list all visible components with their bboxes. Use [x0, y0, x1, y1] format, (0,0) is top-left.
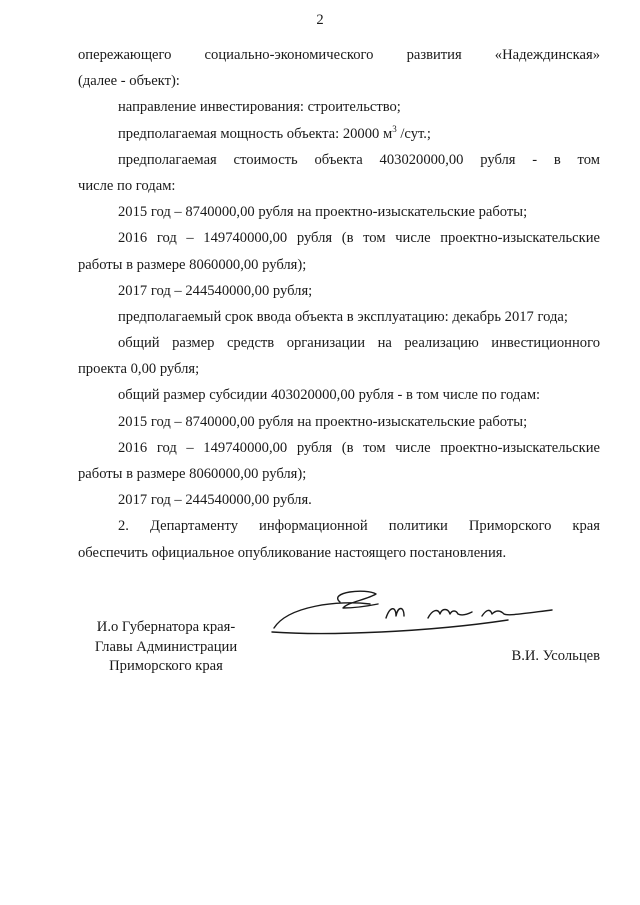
text-line-content: предполагаемая стоимость объекта 403020000,00 рубля - в том [118, 151, 600, 168]
text-line [78, 278, 600, 304]
text-line [78, 540, 600, 566]
signer-name: В.И. Усольцев [511, 648, 600, 664]
signer-position-line: Главы Администрации [94, 638, 238, 655]
text-line [78, 199, 600, 225]
text-line-content: 2016 год – 149740000,00 рубля (в том числе проектно-изыскательские [118, 439, 600, 456]
text-line [78, 94, 600, 120]
text-line-content: опережающего социально-экономического развития «Надеждинская» [78, 47, 600, 63]
text-line-content: (далее - объект): [78, 73, 180, 90]
text-line-content: обеспечить официальное опубликование настоящего постановления. [78, 544, 507, 561]
page-number: 2 [316, 12, 324, 28]
text-line [78, 173, 600, 199]
text-line [78, 68, 600, 94]
text-line-content: 2017 год – 244540000,00 рубля. [118, 492, 312, 509]
text-line [78, 513, 600, 539]
text-line-content: работы в размере 8060000,00 рубля); [78, 256, 307, 273]
signer-position-line: Приморского края [109, 658, 223, 674]
text-line-content: проекта 0,00 рубля; [78, 361, 200, 378]
text-line [78, 461, 600, 487]
text-line [78, 382, 600, 408]
text-line-content: 2015 год – 8740000,00 рубля на проектно-изыскательские работы; [118, 413, 528, 430]
text-line [78, 356, 600, 382]
text-line [78, 409, 600, 435]
text-line-content: направление инвестирования: строительство; [118, 99, 401, 116]
text-line [78, 147, 600, 173]
document-body [78, 42, 600, 566]
text-line-suffix: /сут.; [396, 125, 431, 142]
text-line [78, 330, 600, 356]
text-line [78, 487, 600, 513]
text-line-content: 2016 год – 149740000,00 рубля (в том числе проектно-изыскательские [118, 230, 600, 247]
text-line [78, 304, 600, 330]
text-line-content: 2015 год – 8740000,00 рубля на проектно-изыскательские работы; [118, 204, 528, 221]
text-line-content: 2. Департаменту информационной политики Приморского края [118, 518, 600, 535]
text-line-content: 2017 год – 244540000,00 рубля; [118, 282, 313, 299]
text-line [78, 435, 600, 461]
text-line-content: предполагаемая мощность объекта: 20000 м [118, 125, 393, 142]
text-line-content: общий размер средств организации на реализацию инвестиционного [118, 335, 600, 352]
text-line-content: числе по годам: [78, 177, 176, 194]
superscript: 3 [392, 123, 397, 134]
text-line-content: предполагаемый срок ввода объекта в эксплуатацию: декабрь 2017 года; [118, 308, 568, 325]
text-line-content: работы в размере 8060000,00 рубля); [78, 466, 307, 482]
text-line [78, 225, 600, 251]
text-line [78, 121, 600, 147]
text-line [78, 252, 600, 278]
text-line [78, 42, 600, 68]
handwritten-signature [268, 584, 558, 644]
text-line-content: общий размер субсидии 403020000,00 рубля - в том числе по годам: [118, 387, 541, 404]
signer-position [78, 618, 254, 677]
signer-position-line: И.о Губернатора края- [96, 619, 236, 635]
